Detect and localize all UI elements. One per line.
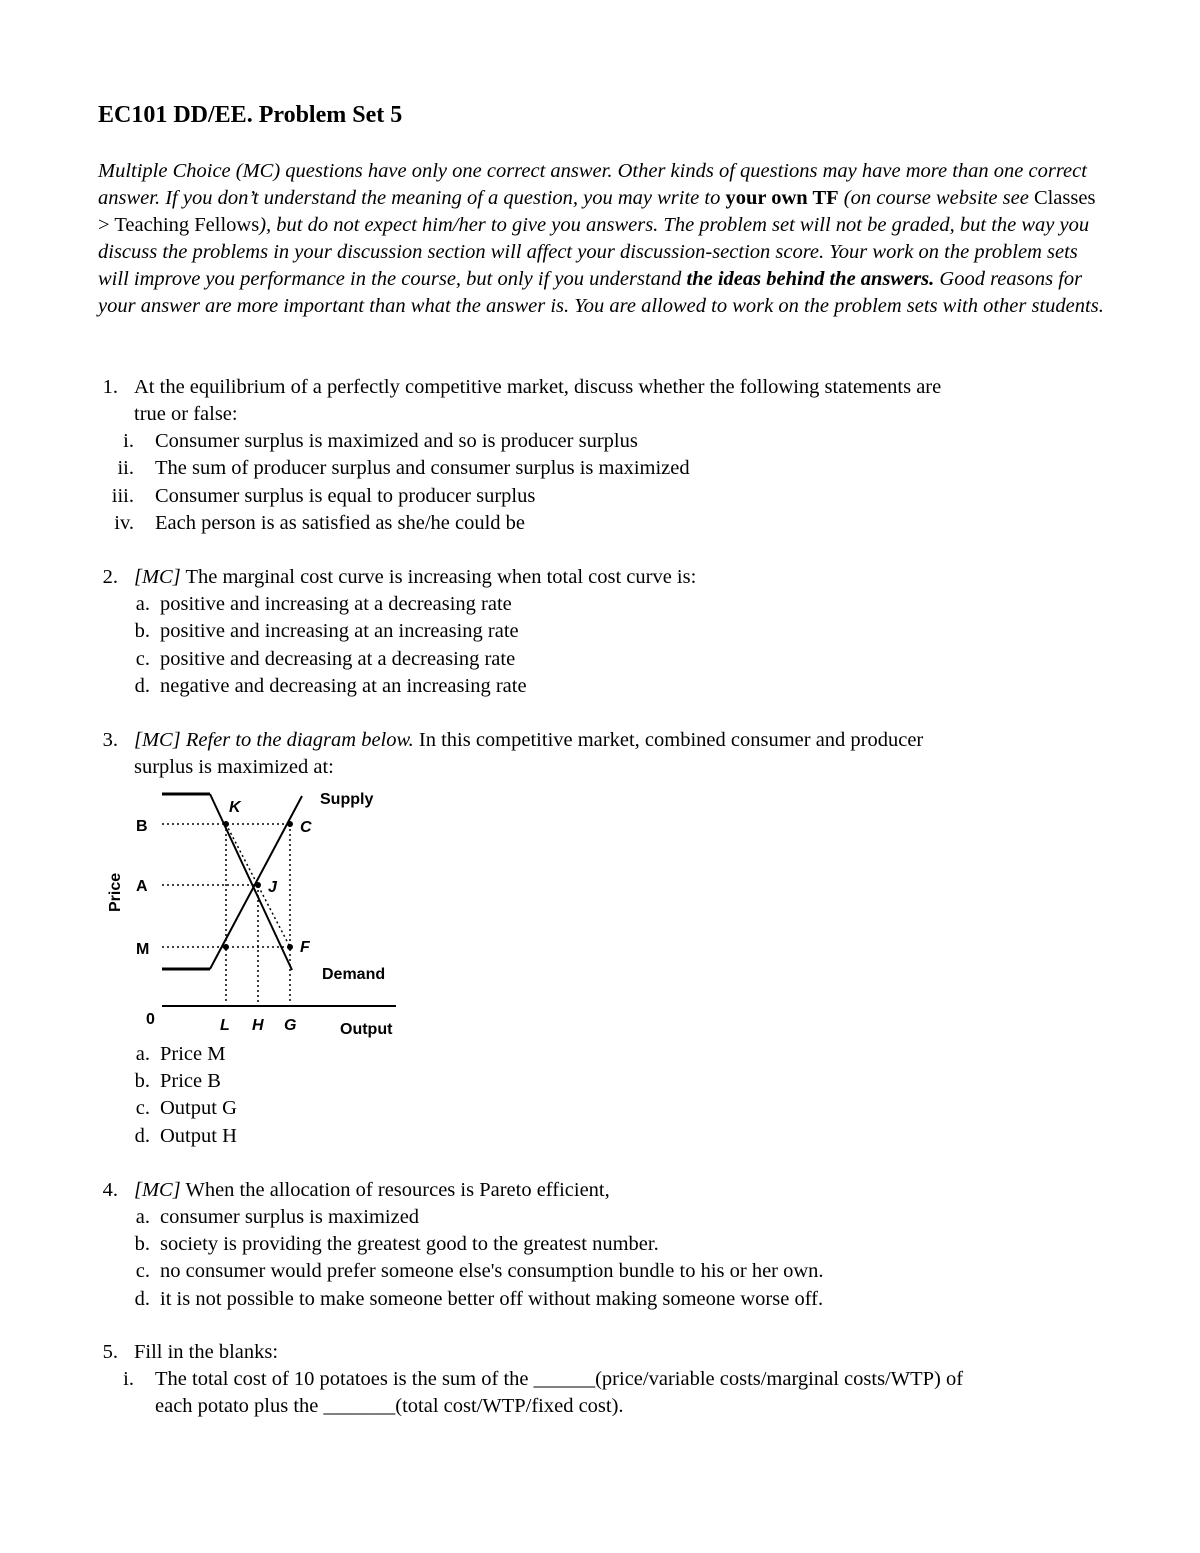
price-label-a: A <box>136 878 148 895</box>
question-text: true or false: <box>134 403 238 425</box>
price-label-b: B <box>136 818 148 835</box>
supply-label: Supply <box>320 791 374 808</box>
y-axis-label: Price <box>107 872 124 912</box>
question-text: In this competitive market, combined consumer and producer <box>413 729 924 751</box>
origin-label: 0 <box>146 1011 155 1028</box>
question-number: 5. <box>102 1341 118 1363</box>
mc-tag: [MC] Refer to the diagram below. <box>134 729 414 751</box>
question-text: The marginal cost curve is increasing when total cost curve is: <box>180 566 697 588</box>
output-label-l: L <box>220 1017 230 1034</box>
question-number: 3. <box>102 729 118 751</box>
point-f <box>287 944 293 950</box>
question-text: At the equilibrium of a perfectly competitive market, discuss whether the following statements are <box>134 376 942 398</box>
output-label-g: G <box>284 1017 297 1034</box>
question-number: 2. <box>102 566 118 588</box>
price-label-m: M <box>136 941 150 958</box>
question-number: 1. <box>102 376 118 398</box>
point-j <box>255 882 261 888</box>
document-page: EC101 DD/EE. Problem Set 5 Multiple Choice (MC) questions have only one correct answer. Other kinds of questions may have more than one correct answer. If you don’t understand the meaning of a question, you may write to your own TF (on course website see Classes > Teaching Fellows), but do not expect him/her to give you answers. The problem set will not be graded, but the way you discuss the problems in your discussion section will affect your discussion-section score. Your work on the problem sets will improve you performance in the course, but only if you understand the ideas behind the answers. Good reasons for your answer are more important than what the answer is. You are allowed to work on the problem sets with other students. 1. At the equilibrium of a perfectly competitive market, discuss whether the following statements are true or false: i. Consumer surplus is maximized and so is producer surplus ii. The sum of producer surplus and consumer surplus is maximized iii. Consumer surplus is equal to producer surplus iv. Each person is as satisfied as she/he could be 2. [MC] The marginal cost curve is increasing when total cost curve is: a. positive and increasing at a decreasing rate b. positive and increasing at an increasing rate c. positive and decreasing at a decreasing rate d. negative and decreasing at an increasing rate 3. [MC] Refer to the diagram below. In this competitive market, combined consumer and producer surplus is maximized at: Price B A M 0 L H G Output Supply Demand K C J F a. Price M b. Price B c. Output G d. Output H 4. [MC] When the allocation of resources is Pareto efficient, a. consumer surplus is maximized b. society is providing the greatest good to the greatest number. c. no consumer would prefer someone else's consumption bundle to his or her own. d. it is not possible to make someone better off without making someone worse off. 5. Fill in the blanks: i. The total cost of 10 potatoes is the sum of the ______(price/variable costs/marginal costs/WTP) of each potato plus the _______(total cost/WTP/fixed cost). <box>0 0 1200 1553</box>
output-label-h: H <box>252 1017 264 1034</box>
supply-demand-diagram <box>98 784 418 1044</box>
demand-label: Demand <box>322 966 386 983</box>
question-text: When the allocation of resources is Pareto efficient, <box>180 1179 610 1201</box>
instructions-paragraph: Multiple Choice (MC) questions have only one correct answer. Other kinds of questions may have more than one correct answer. If you don’t understand the meaning of a question, you may write to your own TF (on course website see Classes > Teaching Fellows), but do not expect him/her to give you answers. The problem set will not be graded, but the way you discuss the problems in your discussion section will affect your discussion-section score. Your work on the problem sets will improve you performance in the course, but only if you understand the ideas behind the answers. Good reasons for your answer are more important than what the answer is. You are allowed to work on the problem sets with other students. <box>98 160 1104 317</box>
point-lower-left <box>223 944 229 950</box>
page-title: EC101 DD/EE. Problem Set 5 <box>98 102 403 128</box>
ideas-emphasis: the ideas behind the answers. <box>686 268 935 290</box>
point-k <box>223 821 229 827</box>
classes-path: Classes > Teaching Fellows <box>98 187 1096 236</box>
point-label-j: J <box>268 879 277 896</box>
point-label-f: F <box>300 939 310 956</box>
point-label-k: K <box>229 799 241 816</box>
point-label-c: C <box>300 819 312 836</box>
mc-tag: [MC] <box>134 566 181 588</box>
demand-curve <box>210 794 292 970</box>
mc-tag: [MC] <box>134 1179 181 1201</box>
your-own-tf-emphasis: your own TF <box>725 187 839 209</box>
point-c <box>287 821 293 827</box>
question-text: Fill in the blanks: <box>134 1341 279 1363</box>
question-number: 4. <box>102 1179 118 1201</box>
question-text: surplus is maximized at: <box>134 756 334 778</box>
x-axis-label: Output <box>340 1021 393 1038</box>
